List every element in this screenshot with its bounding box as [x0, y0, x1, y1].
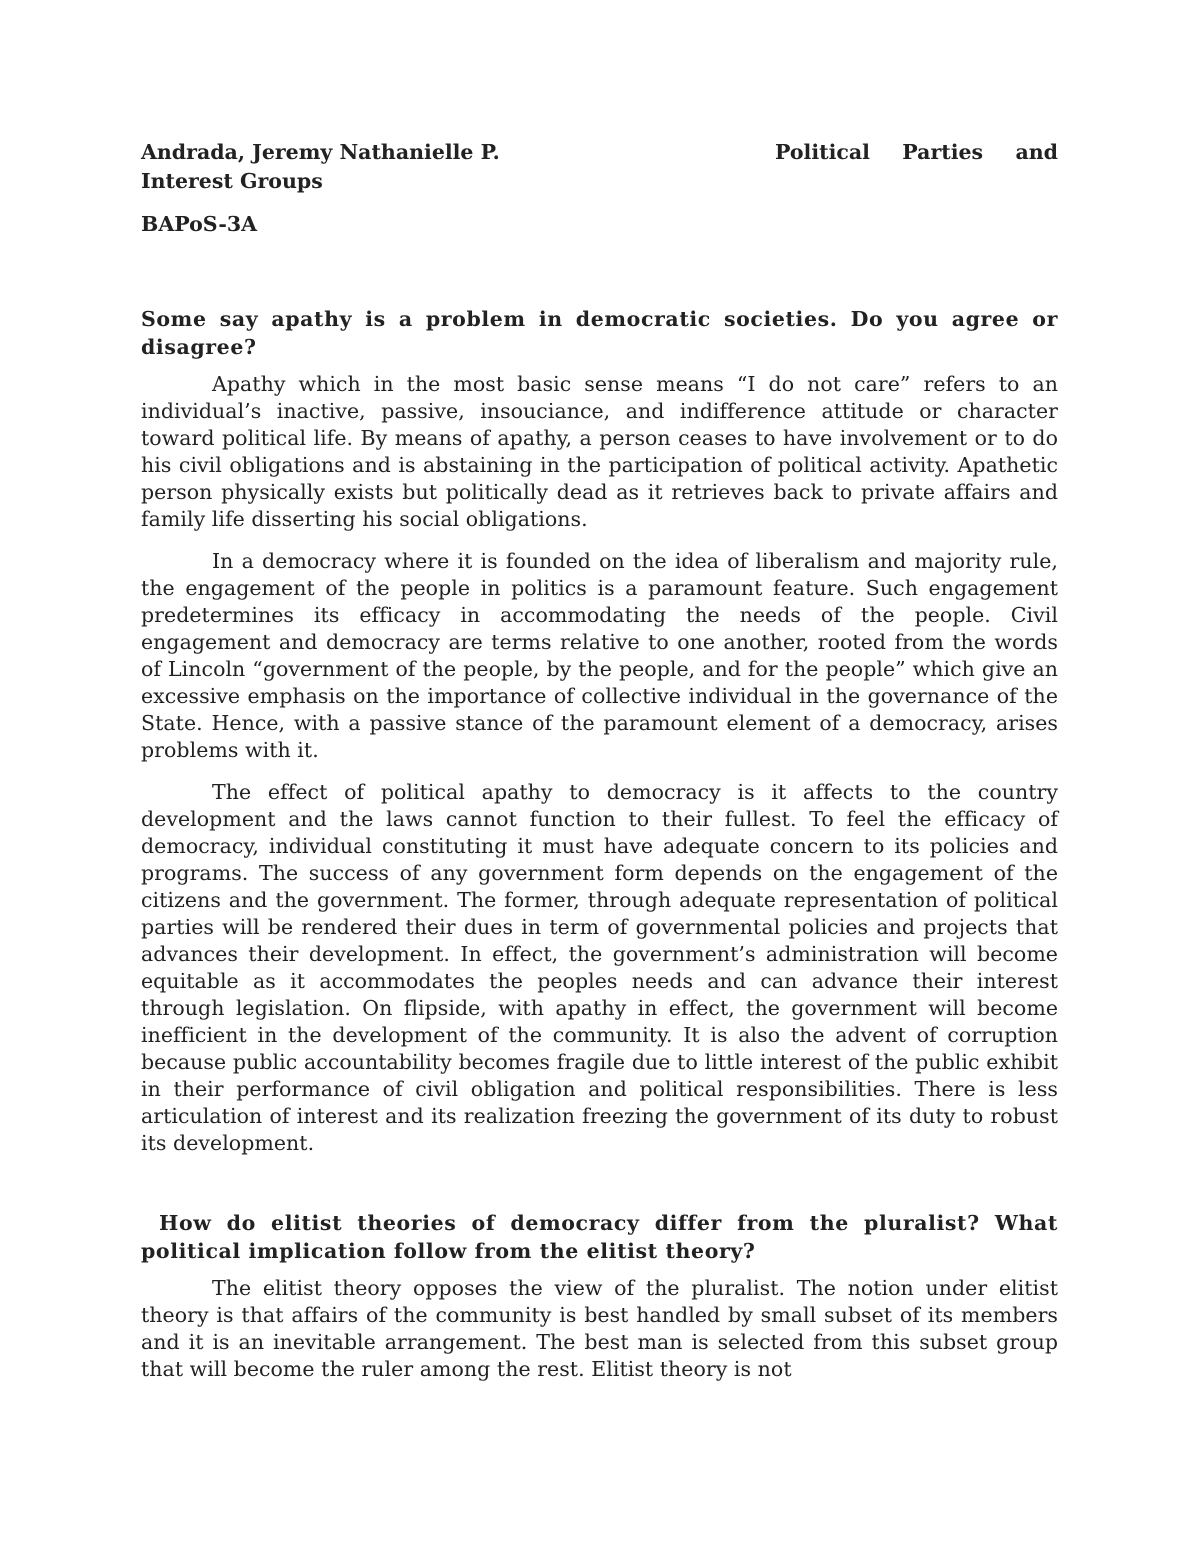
question-heading: Some say apathy is a problem in democratic societies. Do you agree or disagree?: [141, 307, 1058, 359]
document-page: [141, 138, 1058, 1383]
answer-paragraph: In a democracy where it is founded on the idea of liberalism and majority rule, the engagement of the people in politics is a paramount feature. Such engagement predetermines its efficacy in accommodating the needs of the people. Civil engagement and democracy are terms relative to one another, rooted from the words of Lincoln “government of the people, by the people, and for the people” which give an excessive emphasis on the importance of collective individual in the governance of the State. Hence, with a passive stance of the paramount element of a democracy, arises problems with it.: [141, 549, 1058, 762]
question-heading: How do elitist theories of democracy differ from the pluralist? What political implication follow from the elitist theory?: [141, 1211, 1058, 1263]
author-name: Andrada, Jeremy Nathanielle P.: [141, 140, 500, 164]
answer-paragraph: The effect of political apathy to democracy is it affects to the country development and the laws cannot function to their fullest. To feel the efficacy of democracy, individual constituting it must have adequate concern to its policies and programs. The success of any government form depends on the engagement of the citizens and the government. The former, through adequate representation of political parties will be rendered their dues in term of governmental policies and projects that advances their development. In effect, the government’s administration will become equitable as it accommodates the peoples needs and can advance their interest through legislation. On flipside, with apathy in effect, the government will become inefficient in the development of the community. It is also the advent of corruption because public accountability becomes fragile due to little interest of the public exhibit in their performance of civil obligation and political responsibilities. There is less articulation of interest and its realization freezing the government of its duty to robust its development.: [141, 780, 1058, 1155]
course-word: and: [1015, 140, 1058, 164]
answer-paragraph: Apathy which in the most basic sense means “I do not care” refers to an individual’s inactive, passive, insouciance, and indifference attitude or character toward political life. By means of apathy, a person ceases to have involvement or to do his civil obligations and is abstaining in the participation of political activity. Apathetic person physically exists but politically dead as it retrieves back to private affairs and family life disserting his social obligations.: [141, 372, 1058, 531]
answer-paragraph: The elitist theory opposes the view of the pluralist. The notion under elitist theory is that affairs of the community is best handled by small subset of its members and it is an inevitable arrangement. The best man is selected from this subset group that will become the ruler among the rest. Elitist theory is not: [141, 1276, 1058, 1381]
section-label: BAPoS-3A: [141, 212, 258, 236]
header-row: [141, 138, 1058, 167]
course-title-continued: Interest Groups: [141, 169, 323, 193]
course-title: [775, 138, 1058, 167]
course-word: Political: [775, 140, 870, 164]
course-word: Parties: [902, 140, 984, 164]
